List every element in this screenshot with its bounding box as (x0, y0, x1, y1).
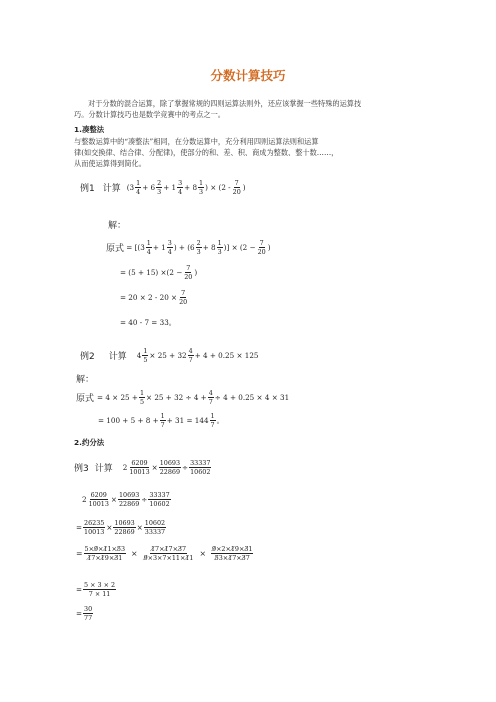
section-1-text-2: 律(如交换律、结合律、分配律)，使部分的和、差、积、商成为整数、整十数……， (74, 148, 339, 157)
intro-line-1: 对于分数的混合运算，除了掌握常规的四则运算法则外，还应该掌握一些特殊的运算技 (88, 99, 362, 108)
example-3-step-3: = $\frac{5\times 9̸\times 1̸1\times 5̸3}{1̸7\times 1̸9\times 3̸1}$ × $\frac{1̸7\times 1̸7\times 3̸7}{9̸\times 3\times 7\times 11\times 1̸1}$ × $\frac{9̸\times 2\times 1̸9\times 3̸1}{5̸3\times 1̸7\times 3̸7}$ (76, 545, 253, 563)
example-1-step-1: 原式 = [(3 $\frac{1}{4}$ + 1 $\frac{3}{4}$ ) + (6 $\frac{2}{3}$ + 8 $\frac{1}{3}$ )] × (2 − $\frac{7}{20}$ ) (106, 239, 271, 257)
example-1-problem: 例1 计算 (3 $\frac{1}{4}$ + 6 $\frac{2}{3}$ + 1 $\frac{3}{4}$ + 8 $\frac{1}{3}$ ) × (2 - $\frac{7}{20}$ ) (80, 179, 246, 197)
example-3-step-1: 2 $\frac{6209}{10013}$ × $\frac{10693}{22869}$ ÷ $\frac{33337}{10602}$ (82, 491, 170, 509)
example-1-calc: 计算 (102, 184, 121, 195)
example-3-calc: 计算 (94, 464, 113, 475)
example-2-problem: 例2 计算 4 $\frac{1}{5}$ × 25 + 32 $\frac{4}{7}$ + 4 + 0.25 × 125 (80, 347, 259, 365)
example-1-original: 原式 (106, 244, 125, 255)
example-3-result: = $\frac{30}{77}$ (76, 605, 93, 623)
section-1-text-1: 与整数运算中的“凑整法”相同，在分数运算中，充分利用四则运算法则和运算 (74, 137, 319, 146)
example-3-step-4: = $\frac{5 \times 3 \times 2}{7 \times 11}$ (76, 581, 116, 599)
example-2-label: 例2 (80, 352, 95, 363)
example-3-step-2: = $\frac{26235}{10013}$ × $\frac{10693}{22869}$ × $\frac{10602}{33337}$ (76, 519, 166, 537)
section-1-heading: 1.凑整法 (74, 125, 105, 134)
section-1-text-3: 从而使运算得到简化。 (74, 159, 146, 168)
example-1-step-3: = 20 × 2 - 20 × $\frac{7}{20}$ (120, 289, 188, 307)
page-title: 分数计算技巧 (210, 68, 286, 83)
example-1-step-2: = (5 + 15) ×(2 − $\frac{7}{20}$ ) (120, 264, 198, 282)
example-1-solution-label: 解： (108, 221, 127, 231)
example-2-solution-label: 解： (76, 375, 95, 385)
example-2-step-2: = 100 + 5 + 8 + $\frac{1}{7}$ + 31 = 144 $\frac{1}{7}$ 。 (98, 412, 224, 430)
example-2-calc: 计算 (108, 352, 127, 363)
example-2-original: 原式 (76, 394, 95, 405)
intro-line-2: 巧。分数计算技巧也是数学竞赛中的考点之一。 (74, 110, 225, 119)
example-2-step-1: 原式 = 4 × 25 + $\frac{1}{5}$ × 25 + 32 ÷ 4 + $\frac{4}{7}$ ÷ 4 + 0.25 × 4 × 31 (76, 389, 290, 407)
example-3-label: 例3 (74, 464, 89, 475)
example-1-step-4: = 40 - 7 = 33。 (120, 318, 176, 327)
example-1-label: 例1 (80, 184, 95, 195)
section-2-heading: 2.约分法 (74, 438, 105, 447)
example-3-problem: 例3 计算 2 $\frac{6209}{10013}$ × $\frac{10693}{22869}$ ÷ $\frac{33337}{10602}$ (74, 459, 211, 477)
